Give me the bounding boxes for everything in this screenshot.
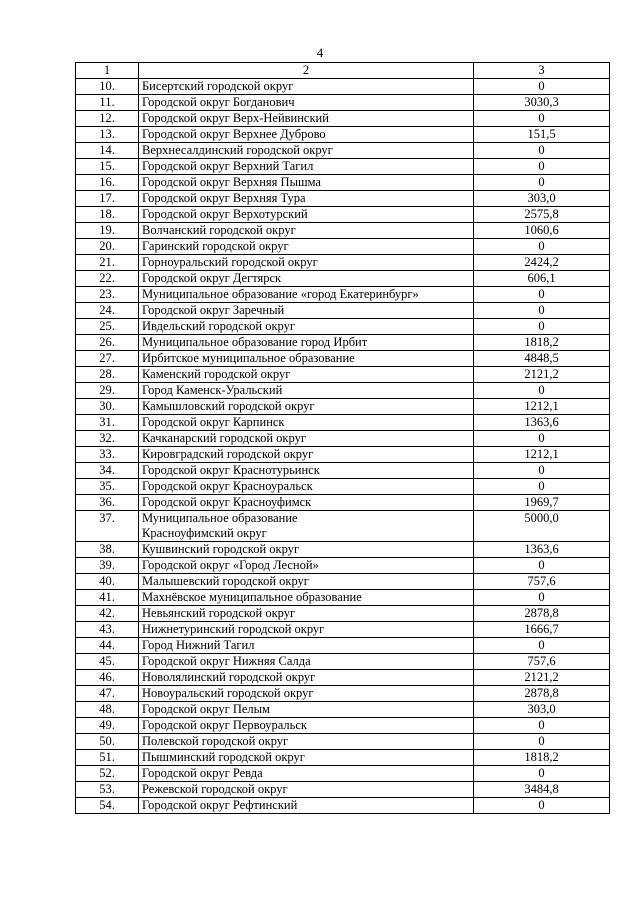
row-number-cell: 46. <box>76 670 139 686</box>
row-number-cell: 13. <box>76 127 139 143</box>
table-row <box>76 447 610 463</box>
column-header-1: 1 <box>76 63 139 79</box>
row-number-cell: 25. <box>76 319 139 335</box>
table-row <box>76 718 610 734</box>
amount-cell: 0 <box>474 766 610 782</box>
table-row <box>76 175 610 191</box>
row-number-cell: 51. <box>76 750 139 766</box>
municipality-name-cell: Муниципальное образование «город Екатеринбург» <box>139 287 474 303</box>
municipality-name-cell: Городской округ Заречный <box>139 303 474 319</box>
amount-cell: 0 <box>474 111 610 127</box>
municipality-name-cell: Нижнетуринский городской округ <box>139 622 474 638</box>
row-number-cell: 16. <box>76 175 139 191</box>
municipality-name-cell: Городской округ Первоуральск <box>139 718 474 734</box>
municipality-name-cell: Городской округ Нижняя Салда <box>139 654 474 670</box>
row-number-cell: 31. <box>76 415 139 431</box>
row-number-cell: 17. <box>76 191 139 207</box>
row-number-cell: 19. <box>76 223 139 239</box>
table-row <box>76 143 610 159</box>
municipality-name-cell: Городской округ Верхнее Дуброво <box>139 127 474 143</box>
amount-cell: 0 <box>474 590 610 606</box>
table-row <box>76 127 610 143</box>
table-row <box>76 590 610 606</box>
municipality-name-cell: Кушвинский городской округ <box>139 542 474 558</box>
municipality-name-cell: Город Каменск-Уральский <box>139 383 474 399</box>
amount-cell: 3484,8 <box>474 782 610 798</box>
table-body <box>76 79 610 814</box>
table-row <box>76 271 610 287</box>
table-row <box>76 606 610 622</box>
amount-cell: 4848,5 <box>474 351 610 367</box>
municipality-name-cell: Городской округ Верхний Тагил <box>139 159 474 175</box>
municipality-name-cell: Городской округ Пелым <box>139 702 474 718</box>
table-row <box>76 798 610 814</box>
table-row <box>76 207 610 223</box>
row-number-cell: 41. <box>76 590 139 606</box>
amount-cell: 1818,2 <box>474 335 610 351</box>
municipality-name-cell: Городской округ Верхняя Тура <box>139 191 474 207</box>
municipality-name-cell: Кировградский городской округ <box>139 447 474 463</box>
table-row <box>76 159 610 175</box>
amount-cell: 1212,1 <box>474 447 610 463</box>
row-number-cell: 50. <box>76 734 139 750</box>
table-row <box>76 479 610 495</box>
municipality-name-cell: Невьянский городской округ <box>139 606 474 622</box>
amount-cell: 5000,0 <box>474 511 610 542</box>
row-number-cell: 44. <box>76 638 139 654</box>
amount-cell: 0 <box>474 558 610 574</box>
row-number-cell: 38. <box>76 542 139 558</box>
amount-cell: 0 <box>474 159 610 175</box>
table-row <box>76 367 610 383</box>
amount-cell: 0 <box>474 175 610 191</box>
amount-cell: 757,6 <box>474 654 610 670</box>
municipality-name-cell: Горноуральский городской округ <box>139 255 474 271</box>
row-number-cell: 35. <box>76 479 139 495</box>
amount-cell: 0 <box>474 79 610 95</box>
table-row <box>76 303 610 319</box>
municipality-name-cell: Городской округ Богданович <box>139 95 474 111</box>
municipality-name-cell: Городской округ Рефтинский <box>139 798 474 814</box>
table-row <box>76 79 610 95</box>
allocation-table <box>75 62 610 814</box>
amount-cell: 0 <box>474 239 610 255</box>
amount-cell: 3030,3 <box>474 95 610 111</box>
municipality-name-cell: Городской округ Краснотурьинск <box>139 463 474 479</box>
municipality-name-cell: Верхнесалдинский городской округ <box>139 143 474 159</box>
row-number-cell: 18. <box>76 207 139 223</box>
table-row <box>76 351 610 367</box>
amount-cell: 606,1 <box>474 271 610 287</box>
amount-cell: 0 <box>474 479 610 495</box>
amount-cell: 1212,1 <box>474 399 610 415</box>
row-number-cell: 22. <box>76 271 139 287</box>
table-row <box>76 287 610 303</box>
row-number-cell: 28. <box>76 367 139 383</box>
table-row <box>76 383 610 399</box>
municipality-name-cell: Муниципальное образование город Ирбит <box>139 335 474 351</box>
municipality-name-cell: Ивдельский городской округ <box>139 319 474 335</box>
row-number-cell: 30. <box>76 399 139 415</box>
table-row <box>76 542 610 558</box>
row-number-cell: 39. <box>76 558 139 574</box>
municipality-name-cell: Малышевский городской округ <box>139 574 474 590</box>
table-row <box>76 239 610 255</box>
table-row <box>76 750 610 766</box>
amount-cell: 757,6 <box>474 574 610 590</box>
municipality-name-cell: Камышловский городской округ <box>139 399 474 415</box>
municipality-name-cell: Городской округ Ревда <box>139 766 474 782</box>
amount-cell: 0 <box>474 319 610 335</box>
row-number-cell: 54. <box>76 798 139 814</box>
municipality-name-cell: Бисертский городской округ <box>139 79 474 95</box>
amount-cell: 1363,6 <box>474 542 610 558</box>
municipality-name-cell: Волчанский городской округ <box>139 223 474 239</box>
amount-cell: 0 <box>474 431 610 447</box>
table-row <box>76 638 610 654</box>
row-number-cell: 24. <box>76 303 139 319</box>
row-number-cell: 29. <box>76 383 139 399</box>
table-row <box>76 574 610 590</box>
municipality-name-cell: Городской округ Дегтярск <box>139 271 474 287</box>
municipality-name-cell: Муниципальное образование Красноуфимский округ <box>139 511 474 542</box>
row-number-cell: 48. <box>76 702 139 718</box>
row-number-cell: 37. <box>76 511 139 542</box>
page-number: 4 <box>316 45 324 60</box>
table-row <box>76 319 610 335</box>
amount-cell: 2575,8 <box>474 207 610 223</box>
amount-cell: 0 <box>474 303 610 319</box>
amount-cell: 0 <box>474 718 610 734</box>
row-number-cell: 12. <box>76 111 139 127</box>
row-number-cell: 53. <box>76 782 139 798</box>
municipality-name-cell: Режевской городской округ <box>139 782 474 798</box>
amount-cell: 0 <box>474 463 610 479</box>
row-number-cell: 21. <box>76 255 139 271</box>
amount-cell: 0 <box>474 143 610 159</box>
table-row <box>76 766 610 782</box>
municipality-name-cell: Городской округ Карпинск <box>139 415 474 431</box>
municipality-name-cell: Городской округ Красноуфимск <box>139 495 474 511</box>
table-row <box>76 511 610 542</box>
amount-cell: 2121,2 <box>474 367 610 383</box>
table-row <box>76 255 610 271</box>
municipality-name-cell: Городской округ Верх-Нейвинский <box>139 111 474 127</box>
table-row <box>76 223 610 239</box>
row-number-cell: 36. <box>76 495 139 511</box>
amount-cell: 303,0 <box>474 191 610 207</box>
table-row <box>76 111 610 127</box>
table-row <box>76 654 610 670</box>
amount-cell: 2878,8 <box>474 686 610 702</box>
municipality-name-cell: Городской округ Красноуральск <box>139 479 474 495</box>
row-number-cell: 52. <box>76 766 139 782</box>
municipality-name-cell: Город Нижний Тагил <box>139 638 474 654</box>
amount-cell: 1363,6 <box>474 415 610 431</box>
table-row <box>76 415 610 431</box>
amount-cell: 2424,2 <box>474 255 610 271</box>
amount-cell: 0 <box>474 638 610 654</box>
amount-cell: 0 <box>474 383 610 399</box>
table-row <box>76 431 610 447</box>
row-number-cell: 45. <box>76 654 139 670</box>
table-row <box>76 558 610 574</box>
amount-cell: 1666,7 <box>474 622 610 638</box>
amount-cell: 0 <box>474 798 610 814</box>
amount-cell: 1969,7 <box>474 495 610 511</box>
amount-cell: 1060,6 <box>474 223 610 239</box>
municipality-name-cell: Качканарский городской округ <box>139 431 474 447</box>
municipality-name-cell: Городской округ Верхотурский <box>139 207 474 223</box>
row-number-cell: 10. <box>76 79 139 95</box>
municipality-name-cell: Ирбитское муниципальное образование <box>139 351 474 367</box>
row-number-cell: 42. <box>76 606 139 622</box>
municipality-name-cell: Городской округ «Город Лесной» <box>139 558 474 574</box>
municipality-name-cell: Городской округ Верхняя Пышма <box>139 175 474 191</box>
table-row <box>76 495 610 511</box>
row-number-cell: 15. <box>76 159 139 175</box>
amount-cell: 1818,2 <box>474 750 610 766</box>
amount-cell: 151,5 <box>474 127 610 143</box>
table-row <box>76 734 610 750</box>
row-number-cell: 26. <box>76 335 139 351</box>
row-number-cell: 49. <box>76 718 139 734</box>
table-row <box>76 399 610 415</box>
municipality-name-cell: Новолялинский городской округ <box>139 670 474 686</box>
table-row <box>76 670 610 686</box>
amount-cell: 0 <box>474 287 610 303</box>
table-row <box>76 463 610 479</box>
amount-cell: 303,0 <box>474 702 610 718</box>
amount-cell: 0 <box>474 734 610 750</box>
municipality-name-cell: Новоуральский городской округ <box>139 686 474 702</box>
row-number-cell: 27. <box>76 351 139 367</box>
row-number-cell: 47. <box>76 686 139 702</box>
table-header-row <box>76 63 610 79</box>
municipality-name-cell: Махнёвское муниципальное образование <box>139 590 474 606</box>
table-row <box>76 95 610 111</box>
table-row <box>76 622 610 638</box>
row-number-cell: 33. <box>76 447 139 463</box>
row-number-cell: 40. <box>76 574 139 590</box>
row-number-cell: 14. <box>76 143 139 159</box>
amount-cell: 2878,8 <box>474 606 610 622</box>
column-header-3: 3 <box>474 63 610 79</box>
table-row <box>76 191 610 207</box>
table-row <box>76 335 610 351</box>
municipality-name-cell: Полевской городской округ <box>139 734 474 750</box>
row-number-cell: 20. <box>76 239 139 255</box>
row-number-cell: 32. <box>76 431 139 447</box>
amount-cell: 2121,2 <box>474 670 610 686</box>
table-row <box>76 702 610 718</box>
row-number-cell: 34. <box>76 463 139 479</box>
municipality-name-cell: Пышминский городской округ <box>139 750 474 766</box>
municipality-name-cell: Гаринский городской округ <box>139 239 474 255</box>
table-row <box>76 782 610 798</box>
table-row <box>76 686 610 702</box>
row-number-cell: 11. <box>76 95 139 111</box>
municipality-name-cell: Каменский городской округ <box>139 367 474 383</box>
column-header-2: 2 <box>139 63 474 79</box>
row-number-cell: 23. <box>76 287 139 303</box>
row-number-cell: 43. <box>76 622 139 638</box>
